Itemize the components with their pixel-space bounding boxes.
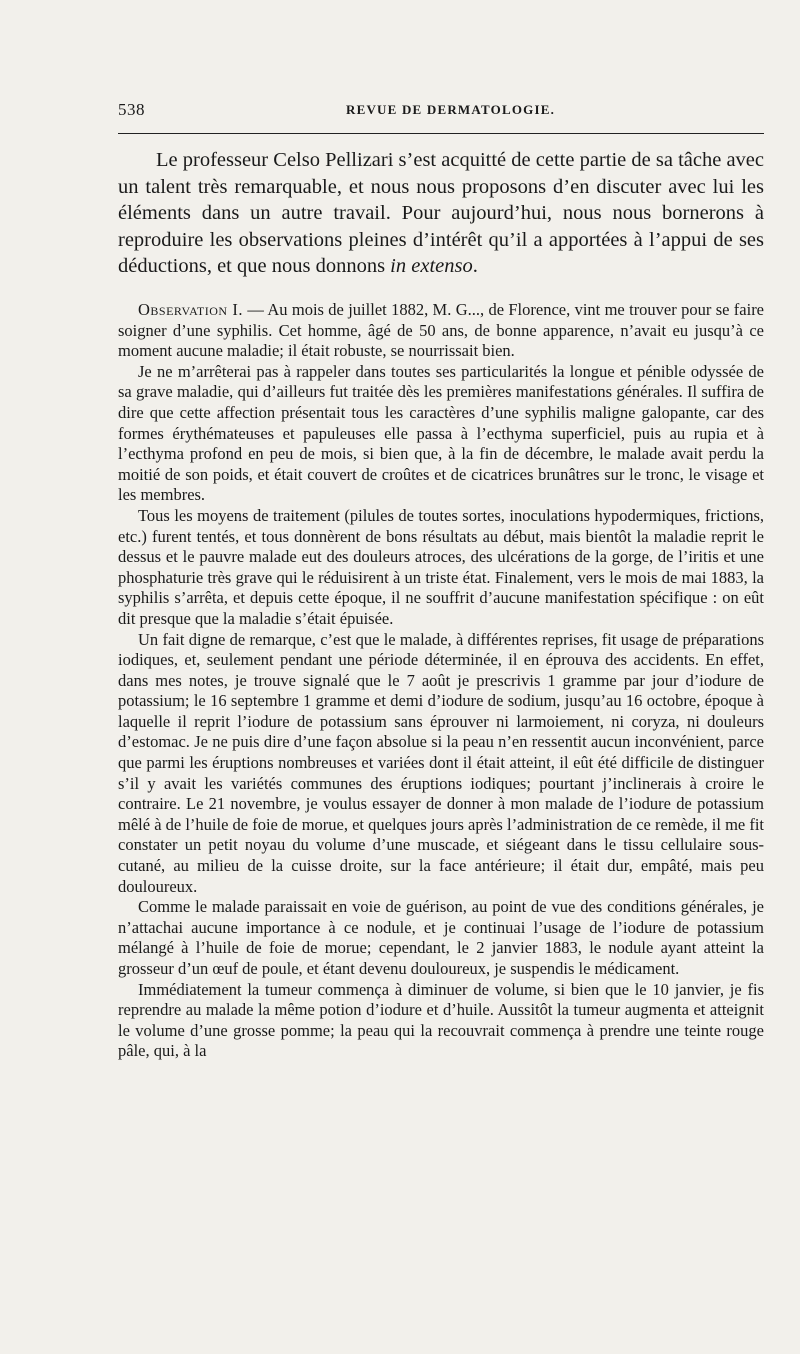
intro-section (118, 147, 764, 280)
observation-label: Observation I. (138, 300, 244, 319)
observation-paragraph-3: Tous les moyens de traitement (pilules de toutes sortes, inoculations hypodermiques, frictions, etc.) furent tentés, et tous donnèrent de bons résultats au début, mais bientôt la maladie reprit le dessus et le pauvre malade eut des douleurs atroces, des ulcérations de la gorge, de l’iritis et une phosphaturie très grave qui le réduisirent à un triste état. Finalement, vers le mois de mai 1883, la syphilis s’arrêta, et depuis cette époque, il ne souffrit d’aucune manifestation spécifique : on eût dit presque que la maladie s’était épuisée. (118, 505, 764, 628)
observation-text-1: — Au mois de juillet 1882, M. G..., de Florence, vint me trouver pour se faire soigner d’une syphilis. Cet homme, âgé de 50 ans, de bonne apparence, n’avait eu jusqu’à ce moment aucune maladie; il était robuste, se nourrissait bien. (118, 300, 765, 361)
intro-end: . (472, 255, 478, 277)
observation-paragraph-4: Un fait digne de remarque, c’est que le malade, à différentes reprises, fit usage de préparations iodiques, et, seulement pendant une période déterminée, il en éprouva des accidents. En effet, dans mes notes, je trouve signalé que le 7 août je prescrivis 1 gramme par jour d’iodure de potassium; le 16 septembre 1 gramme et demi d’iodure de sodium, jusqu’au 16 octobre, époque à laquelle il reprit l’iodure de potassium sans éprouver ni larmoiement, ni coryza, ni douleurs d’estomac. Je ne puis dire d’une façon absolue si la peau n’en ressentit aucun inconvénient, parce que parmi les éruptions nombreuses et variées dont il était atteint, il eût été difficile de distinguer s’il y avait les variétés communes des éruptions iodiques; pourtant j’inclinerais à croire le contraire. Le 21 novembre, je voulus essayer de donner à mon malade de l’iodure de potassium mêlé à de l’huile de foie de morue, et quelques jours après l’administration de ce remède, il me fit constater un petit noyau du volume d’une muscade, et siégeant dans le tissu cellulaire sous-cutané, au milieu de la cuisse droite, sur la face antérieure; il était dur, empâté, mais peu douloureux. (118, 629, 765, 896)
observation-paragraph-1 (118, 300, 764, 362)
observation-section (118, 300, 764, 1062)
running-title: REVUE DE DERMATOLOGIE. (346, 102, 556, 117)
intro-italic: in extenso (390, 255, 473, 277)
page-header (118, 100, 764, 126)
observation-paragraph-6: Immédiatement la tumeur commença à diminuer de volume, si bien que le 10 janvier, je fis reprendre au malade la même potion d’iodure et d’huile. Aussitôt la tumeur augmenta et atteignit le volume d’une grosse pomme; la peau qui la recouvrait commença à prendre une teinte rouge pâle, qui, à la (118, 979, 764, 1061)
page-number: 538 (118, 100, 145, 119)
observation-paragraph-2: Je ne m’arrêterai pas à rappeler dans toutes ses particularités la longue et pénible odyssée de sa grave maladie, qui d’ailleurs fut traitée dès les premières manifestations générales. Il suffira de dire que cette affection présentait tous les caractères d’une syphilis maligne galopante, car des formes érythémateuses et papuleuses elle passa à l’ecthyma superficiel, puis au rupia et à l’ecthyma profond en peu de mois, si bien que, à la fin de décembre, le malade avait perdu la moitié de son poids, et était couvert de croûtes et de cicatrices brunâtres sur le tronc, le visage et les membres. (118, 361, 764, 505)
intro-text: Le professeur Celso Pellizari s’est acquitté de cette partie de sa tâche avec un talent très remarquable, et nous nous proposons d’en discuter avec lui les éléments dans un autre travail. Pour aujourd’hui, nous nous bornerons à reproduire les observations pleines d’intérêt qu’il a apportées à l’appui de ses déductions, et que nous donnons (118, 149, 764, 277)
intro-paragraph (118, 147, 764, 280)
observation-paragraph-5: Comme le malade paraissait en voie de guérison, au point de vue des conditions générales, je n’attachai aucune importance à ce nodule, et je continuai l’usage de l’iodure de potassium mélangé à l’huile de foie de morue; cependant, le 2 janvier 1883, le nodule ayant atteint la grosseur d’un œuf de poule, et étant devenu douloureux, je suspendis le médicament. (118, 897, 764, 978)
header-rule (118, 133, 764, 134)
